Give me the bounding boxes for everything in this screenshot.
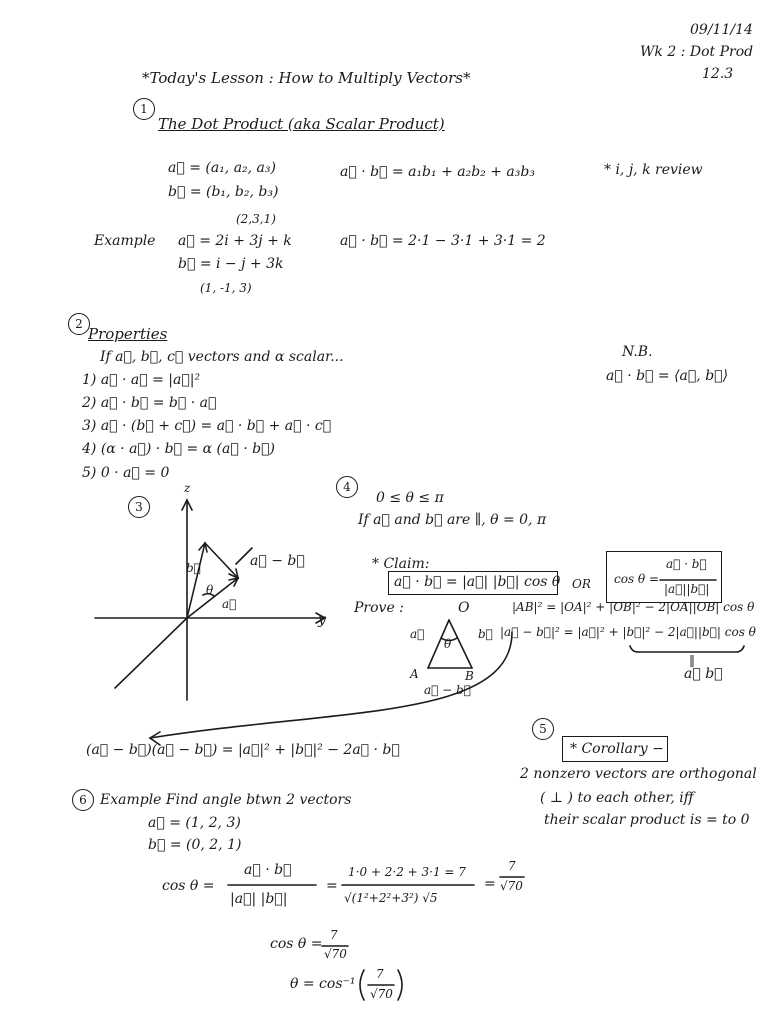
triangle-side-ob: [449, 620, 472, 668]
cos-numerator: a⃗ · b⃗: [666, 557, 707, 571]
vector-a-definition: a⃗ = (a₁, a₂, a₃): [168, 160, 276, 176]
parallel-condition: If a⃗ and b⃗ are ∥, θ = 0, π: [358, 512, 547, 528]
property-5: 5) 0 · a⃗ = 0: [82, 465, 170, 481]
underbrace-ab: a⃗ b⃗: [684, 666, 723, 682]
triangle-label-a: A: [410, 667, 419, 681]
corollary-line-1: 2 nonzero vectors are orthogonal: [520, 766, 757, 782]
prove-label: Prove :: [354, 600, 404, 616]
lesson-title: *Today's Lesson : How to Multiply Vectors*: [142, 69, 471, 87]
nb-text: a⃗ · b⃗ = ⟨a⃗, b⃗⟩: [606, 368, 729, 384]
example-6-result-den: √70: [500, 879, 523, 893]
property-1: 1) a⃗ · a⃗ = |a⃗|²: [82, 372, 201, 388]
vector-b-definition: b⃗ = (b₁, b₂, b₃): [168, 184, 279, 200]
triangle-label-b: B: [465, 669, 474, 683]
section-4-number: 4: [336, 476, 358, 498]
example-6-theta-den: √70: [370, 987, 393, 1001]
corollary-line-3: their scalar product is = to 0: [544, 812, 750, 828]
example-6-vector-b: b⃗ = (0, 2, 1): [148, 837, 242, 853]
claim-equation: a⃗ · b⃗ = |a⃗| |b⃗| cos θ: [394, 574, 561, 590]
corollary-line-2: ( ⊥ ) to each other, iff: [540, 790, 694, 806]
law-of-cosines-2: |a⃗ − b⃗|² = |a⃗|² + |b⃗|² − 2|a⃗||b⃗| cos θ: [500, 625, 756, 639]
example-6-equals-1: =: [326, 878, 338, 894]
example-6-calc-den: √(1²+2²+3²) √5: [344, 891, 438, 905]
week-text: Wk 2 : Dot Prod: [640, 44, 754, 60]
vector-amb-arrow: [205, 543, 238, 578]
x-axis: [115, 618, 187, 688]
example-a-tuple: (2,3,1): [236, 212, 276, 226]
example-6-cos-lhs: cos θ =: [162, 878, 215, 894]
underbrace-equals: ‖: [689, 653, 695, 667]
example-vector-a: a⃗ = 2i + 3j + k: [178, 233, 292, 249]
dot-product-formula: a⃗ · b⃗ = a₁b₁ + a₂b₂ + a₃b₃: [340, 164, 535, 180]
example-vector-b: b⃗ = i − j + 3k: [178, 256, 284, 272]
triangle-label-va: a⃗: [410, 627, 425, 641]
section-3-number: 3: [128, 496, 150, 518]
section-2-number: 2: [68, 313, 90, 335]
triangle-label-o: O: [458, 600, 470, 616]
property-3: 3) a⃗ · (b⃗ + c⃗) = a⃗ · b⃗ + a⃗ · c⃗: [82, 418, 332, 434]
property-4: 4) (α · a⃗) · b⃗ = α (a⃗ · b⃗): [82, 441, 275, 457]
date-text: 09/11/14: [690, 22, 753, 38]
example-b-tuple: (1, -1, 3): [200, 281, 252, 295]
example-6-title: Example Find angle btwn 2 vectors: [100, 792, 352, 808]
z-axis-label: z: [184, 481, 191, 495]
or-text: OR: [572, 577, 591, 591]
example-result: a⃗ · b⃗ = 2·1 − 3·1 + 3·1 = 2: [340, 233, 546, 249]
ijk-review-note: * i, j, k review: [604, 162, 703, 178]
example-6-frac-den: |a⃗| |b⃗|: [230, 891, 288, 907]
diagram-label-b: b⃗: [186, 561, 201, 575]
law-of-cosines-1: |AB|² = |OA|² + |OB|² − 2|OA||OB| cos θ: [512, 600, 755, 614]
example-6-theta-num: 7: [376, 967, 384, 981]
property-2: 2) a⃗ · b⃗ = b⃗ · a⃗: [82, 395, 217, 411]
theta-range: 0 ≤ θ ≤ π: [376, 490, 444, 506]
y-axis-label: y: [318, 612, 326, 628]
example-6-theta-line: θ = cos⁻¹: [290, 976, 356, 992]
diagram-label-amb: a⃗ − b⃗: [250, 553, 305, 569]
diagram-label-a: a⃗: [222, 597, 237, 611]
corollary-title: * Corollary −: [570, 741, 664, 757]
properties-intro: If a⃗, b⃗, c⃗ vectors and α scalar...: [100, 349, 344, 365]
cos-denominator: |a⃗||b⃗|: [664, 582, 710, 596]
example-6-frac-num: a⃗ · b⃗: [244, 862, 292, 878]
triangle-label-theta: θ: [444, 637, 452, 651]
section-1-number: 1: [133, 98, 155, 120]
underbrace: [630, 646, 744, 652]
expansion-equation: (a⃗ − b⃗)(a⃗ − b⃗) = |a⃗|² + |b⃗|² − 2a⃗ · b⃗: [86, 742, 400, 758]
example-6-cos-line-num: 7: [330, 928, 338, 942]
nb-label: N.B.: [622, 344, 653, 360]
example-6-vector-a: a⃗ = (1, 2, 3): [148, 815, 241, 831]
section-5-number: 5: [532, 718, 554, 740]
example-6-cos-line: cos θ =: [270, 936, 323, 952]
triangle-label-vb: b⃗: [478, 627, 493, 641]
example-6-result-num: 7: [508, 859, 516, 873]
example-6-cos-line-den: √70: [324, 947, 347, 961]
cos-lhs: cos θ =: [614, 572, 660, 586]
section-text: 12.3: [702, 66, 734, 82]
example-label: Example: [94, 233, 156, 249]
properties-title: Properties: [88, 325, 168, 343]
claim-label: * Claim:: [372, 556, 430, 572]
example-6-calc-num: 1·0 + 2·2 + 3·1 = 7: [348, 865, 466, 879]
triangle-label-amb: a⃗ − b⃗: [424, 683, 471, 697]
example-6-equals-2: =: [484, 876, 496, 892]
section-6-number: 6: [72, 789, 94, 811]
dot-product-title: The Dot Product (aka Scalar Product): [158, 115, 445, 133]
diagram-label-theta: θ: [206, 583, 214, 597]
